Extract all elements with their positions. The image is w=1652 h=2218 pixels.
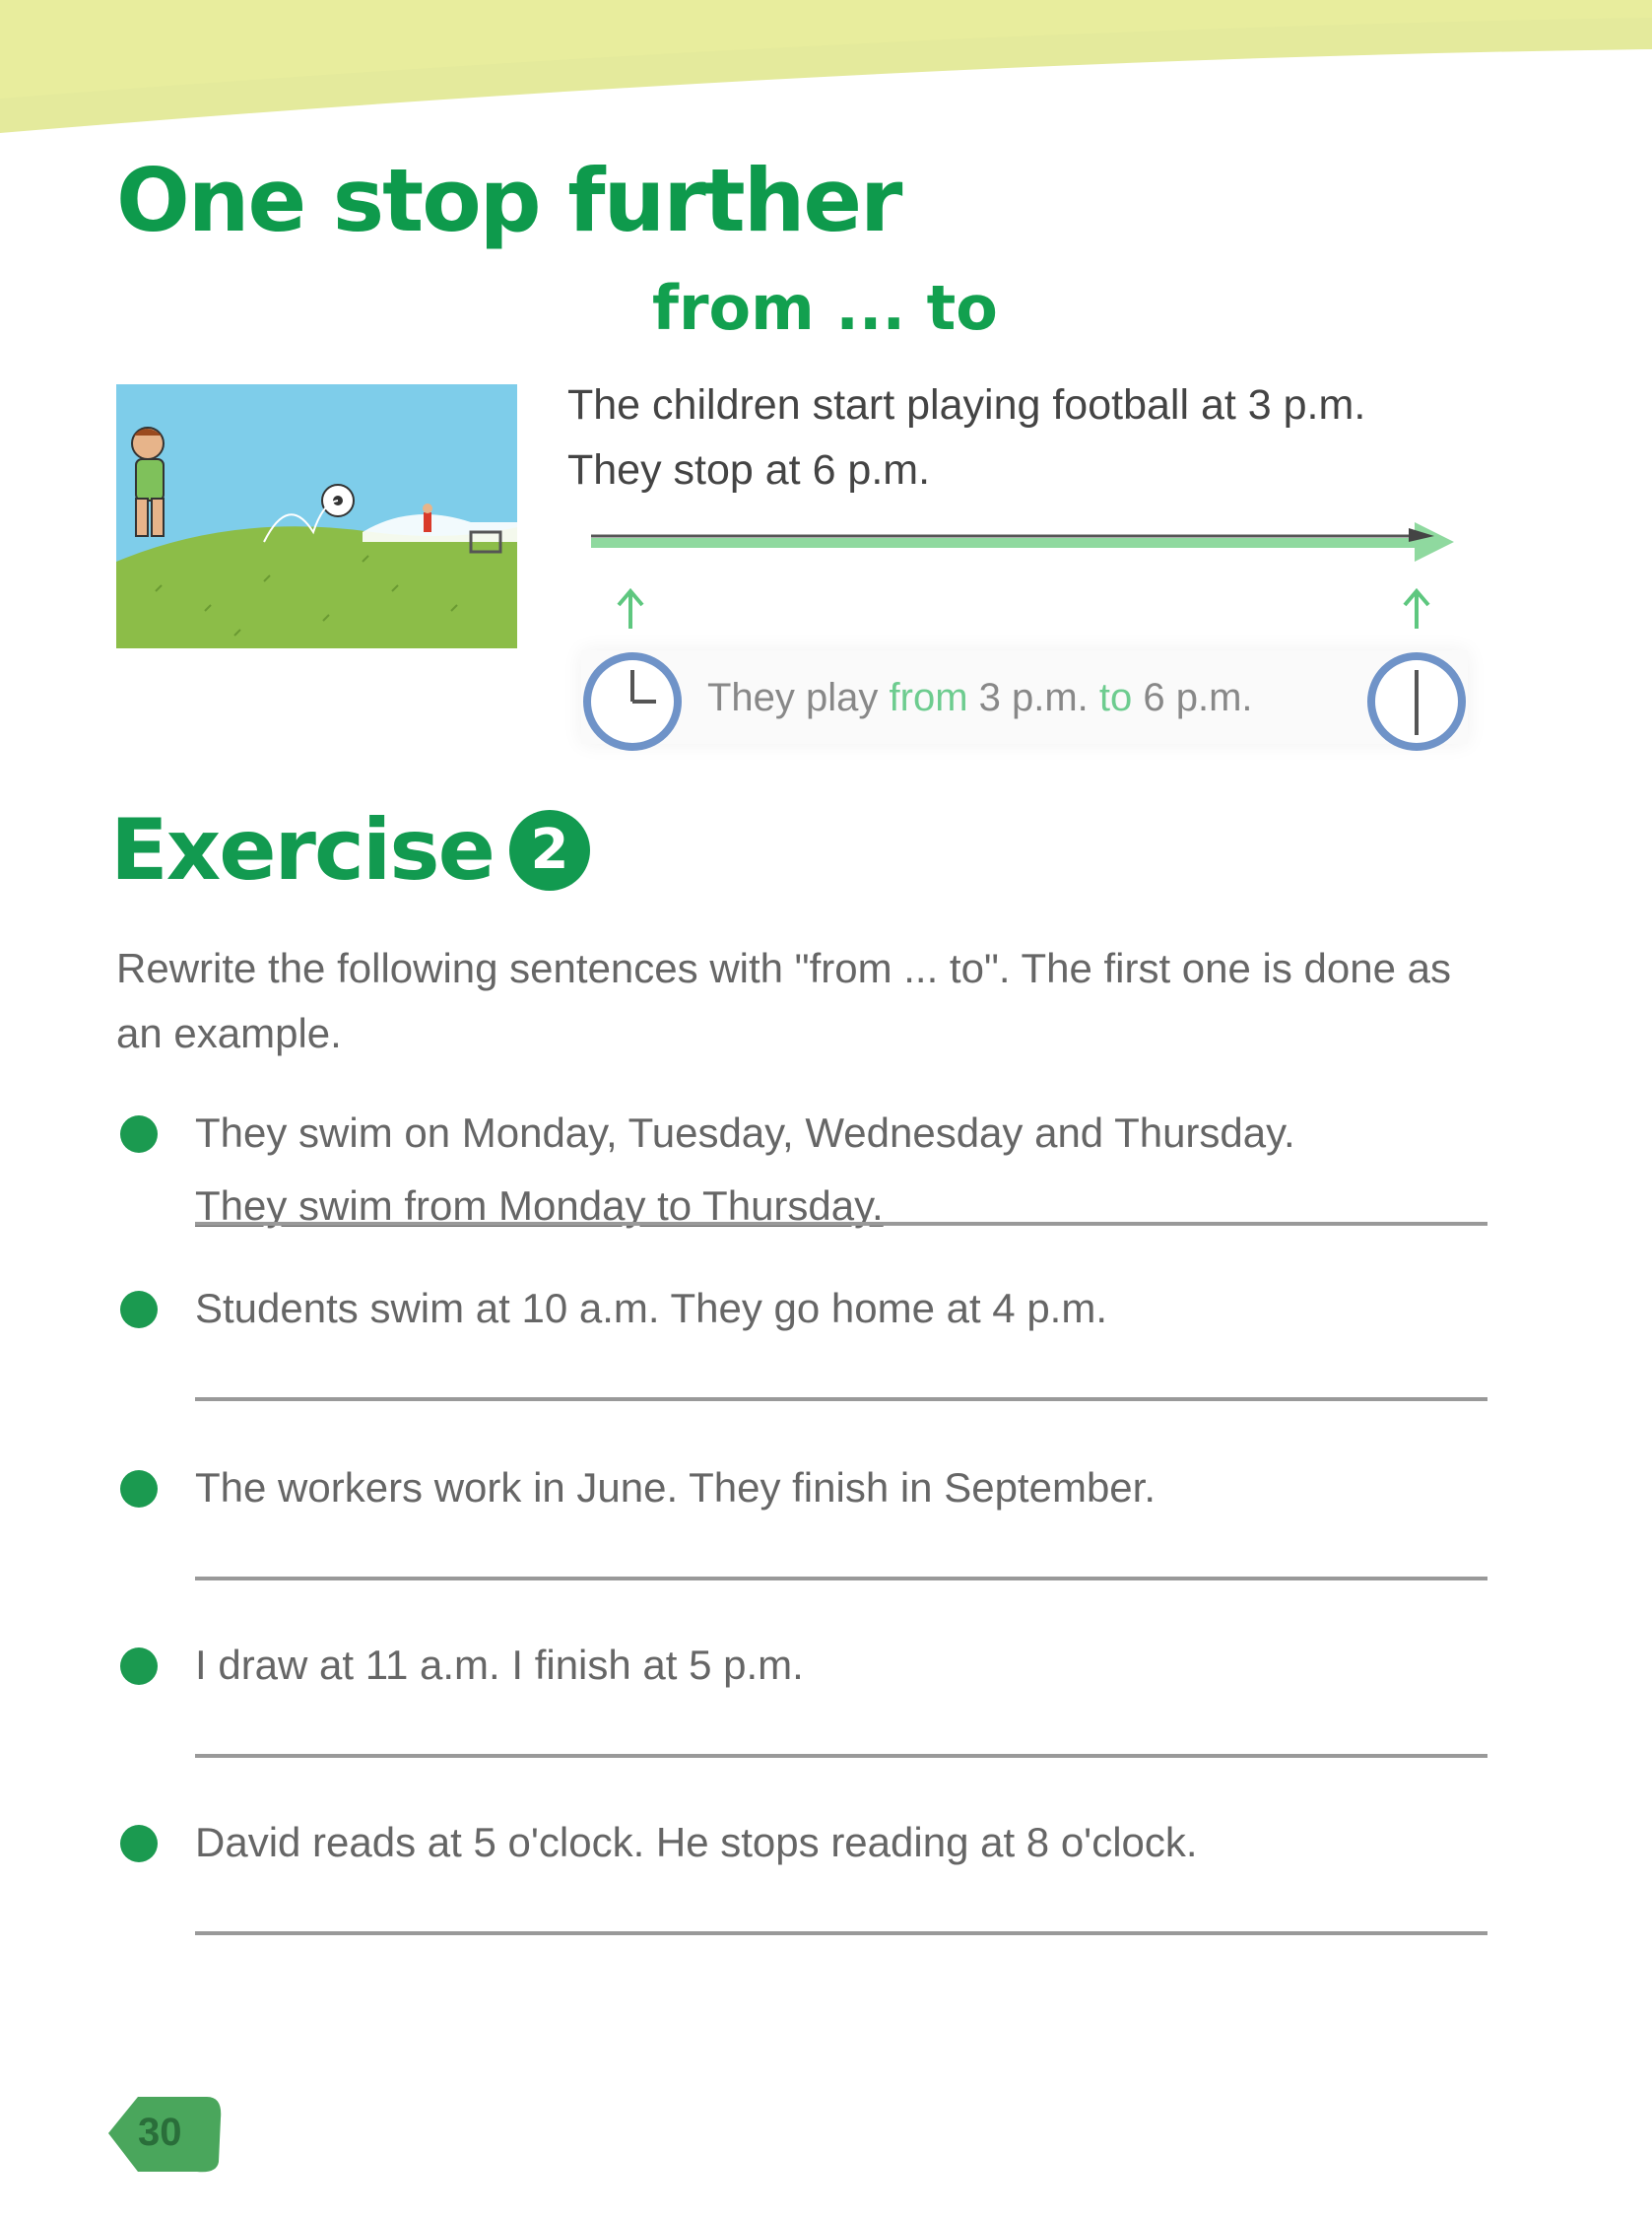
exercise-item (116, 1458, 1495, 1636)
page-number (99, 2089, 227, 2178)
football-illustration (116, 384, 517, 648)
exercise-question: Students swim at 10 a.m. They go home at 4 p.m. (195, 1285, 1108, 1331)
example-sentence-2: They stop at 6 p.m. (567, 446, 931, 494)
page-title: One stop further (116, 150, 901, 251)
exercise-item (116, 1104, 1495, 1281)
exercise-sample-answer: They swim from Monday to Thursday. (195, 1182, 884, 1229)
timeline (581, 522, 1468, 631)
exercise-instructions: Rewrite the following sentences with "from ... to". The first one is done as an example. (116, 945, 1452, 1056)
page-subtitle: from ... to (652, 272, 998, 344)
exercise-number-badge: 2 (509, 810, 590, 891)
up-arrow-icon (1405, 591, 1428, 629)
exercise-item (116, 1279, 1495, 1456)
exercise-item (116, 1813, 1495, 1990)
exercise-heading-text: Exercise (110, 801, 494, 900)
bullet-icon (120, 1115, 158, 1153)
example-answer-strip (581, 650, 1468, 744)
exercise-question: David reads at 5 o'clock. He stops reading at 8 o'clock. (195, 1819, 1198, 1865)
answer-line[interactable] (195, 1931, 1487, 1935)
right-arrow-icon (591, 522, 1454, 562)
top-band (0, 0, 1652, 138)
answer-line[interactable] (195, 1397, 1487, 1401)
clock-icon (581, 650, 684, 753)
example-sentence-1: The children start playing football at 3 p.m. (567, 381, 1366, 429)
bullet-icon (120, 1825, 158, 1862)
answer-line[interactable] (195, 1754, 1487, 1758)
up-arrow-icon (619, 591, 642, 629)
bullet-icon (120, 1647, 158, 1685)
exercise-item (116, 1636, 1495, 1813)
bullet-icon (120, 1291, 158, 1328)
answer-line[interactable] (195, 1577, 1487, 1580)
example-answer: They play from 3 p.m. to 6 p.m. (707, 676, 1253, 719)
page-number-text: 30 (138, 2111, 182, 2154)
exercise-question: The workers work in June. They finish in September. (195, 1464, 1156, 1511)
exercise-heading (110, 801, 590, 900)
exercise-question: They swim on Monday, Tuesday, Wednesday and Thursday. (195, 1109, 1295, 1156)
exercise-question: I draw at 11 a.m. I finish at 5 p.m. (195, 1642, 804, 1688)
answer-line[interactable] (195, 1222, 1487, 1226)
bullet-icon (120, 1470, 158, 1508)
clock-icon (1365, 650, 1468, 753)
